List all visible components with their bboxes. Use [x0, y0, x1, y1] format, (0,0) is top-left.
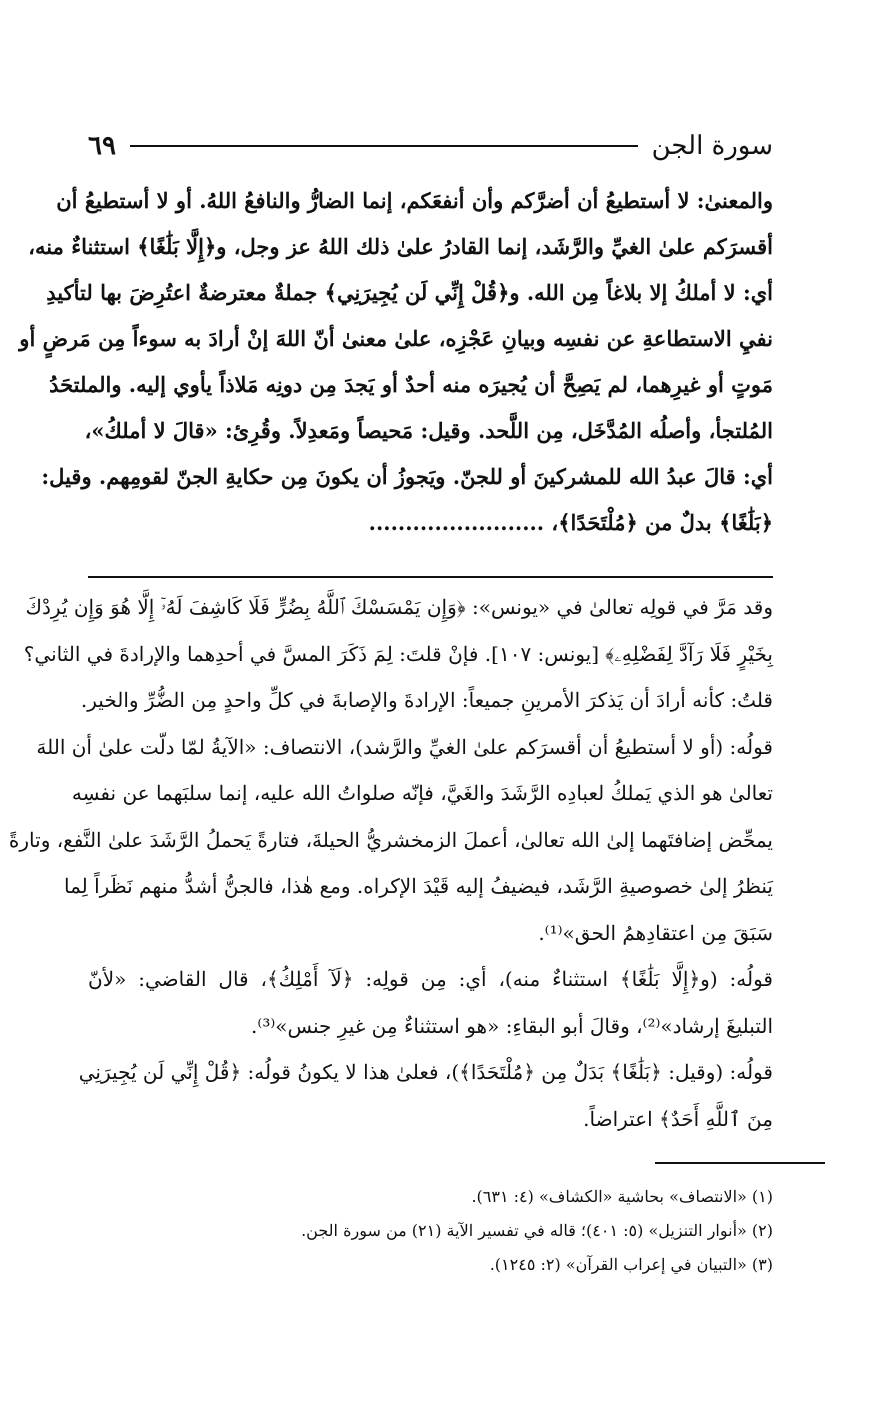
footnote: (٢) «أنوار التنزيل» (٥: ٤٠١)؛ قاله في تفسير الآية (٢١) من سورة الجن. — [301, 1221, 773, 1240]
surah-title: سورة الجن — [651, 131, 773, 161]
commentary-line: قولُه: (و﴿إِلَّا بَلَٰغًا﴾ استثناءٌ منه)، أي: مِن قولِه: ﴿لَآ أَمْلِكُ﴾، قال القاضي: «لأنّ — [88, 967, 773, 991]
commentary-line: يَنظرُ إلىٰ خصوصيةِ الرَّشَد، فيضيفُ إليه قَيْدَ الإكراه. ومع هٰذا، فالجنُّ أشدُّ منهم نَظَراً لِما — [64, 874, 773, 898]
footnote: (٣) «التبيان في إعراب القرآن» (٢: ١٢٤٥). — [489, 1255, 773, 1274]
main-line: أقسرَكم علىٰ الغيِّ والرَّشَد، إنما القادرُ علىٰ ذلك اللهُ عز وجل، و﴿إِلَّا بَلَٰغًا﴾ استثناءٌ منه، — [28, 234, 773, 259]
section-divider — [88, 576, 773, 578]
main-line: ﴿بَلَٰغًا﴾ بدلٌ من ﴿مُلْتَحَدًا﴾، ........................ — [368, 510, 773, 535]
page-number: ٦٩ — [88, 131, 116, 161]
main-line: والمعنىٰ: لا أستطيعُ أن أضرَّكم وأن أنفعَكم، إنما الضارُّ والنافعُ اللهُ. أو لا أستطيعُ أن — [56, 188, 773, 213]
commentary-line: مِنَ ٱللَّهِ أَحَدٌ﴾ اعتراضاً. — [583, 1106, 773, 1131]
commentary-text — [8, 584, 773, 1142]
footnote-divider — [655, 1162, 825, 1164]
main-text — [19, 178, 773, 546]
footnotes — [88, 1180, 773, 1282]
main-line: أي: لا أملكُ إلا بلاغاً مِن الله. و﴿قُلْ إِنِّي لَن يُجِيرَنِي﴾ جملةٌ معترضةٌ اعتُرِضَ بها لتأكيدِ — [46, 280, 773, 305]
commentary-line: قلتُ: كأنه أرادَ أن يَذكرَ الأمرينِ جميعاً: الإرادةَ والإصابةَ في كلِّ واحدٍ مِن الضُّرِّ والخير. — [80, 688, 773, 712]
commentary-line: تعالىٰ هو الذي يَملكُ لعبادِه الرَّشَدَ والغَيَّ، فإنّه صلواتُ الله عليه، إنما سلبَهما عن نفسِه — [71, 781, 773, 805]
main-line: مَوتٍ أو غيرِهما، لم يَصِحَّ أن يُجيرَه منه أحدٌ أو يَجدَ مِن دونِه مَلاذاً يأوي إليه. والملتحَدُ — [49, 372, 773, 397]
header-rule — [130, 145, 638, 147]
commentary-line: بِخَيْرٍ فَلَا رَآدَّ لِفَضْلِهِۦ﴾ [يونس: ١٠٧]. فإنْ قلتَ: لِمَ ذَكَرَ المسَّ في أحدِهما والإرادةَ في الثاني؟ — [23, 641, 773, 666]
commentary-line: قولُه: (أو لا أستطيعُ أن أقسرَكم علىٰ الغيِّ والرَّشد)، الانتصاف: «الآيةُ لمّا دلّت علىٰ أن اللهَ — [36, 734, 773, 759]
footnote: (١) «الانتصاف» بحاشية «الكشاف» (٤: ٦٣١). — [471, 1187, 773, 1206]
page-header — [88, 128, 773, 164]
commentary-line: وقد مَرَّ في قولِه تعالىٰ في «يونس»: ﴿وَإِن يَمْسَسْكَ ٱللَّهُ بِضُرٍّ فَلَا كَاشِفَ لَهُۥٓ إِلَّا هُوَ وَإِن يُرِدْكَ — [25, 595, 773, 619]
commentary-line: سَبَقَ مِن اعتقادِهمُ الحق»⁽¹⁾. — [538, 920, 773, 945]
commentary-line: التبليغَ إرشاد»⁽²⁾، وقالَ أبو البقاءِ: «هو استثناءٌ مِن غيرِ جنس»⁽³⁾. — [251, 1013, 773, 1038]
main-line: المُلتجأ، وأصلُه المُدَّخَل، مِن اللَّحد. وقيل: مَحيصاً ومَعدِلاً. وقُرِئ: «قالَ لا أملكُ»، — [84, 418, 773, 443]
commentary-line: قولُه: (وقيل: ﴿بَلَٰغًا﴾ بَدَلٌ مِن ﴿مُلْتَحَدًا﴾)، فعلىٰ هذا لا يكونُ قولُه: ﴿قُلْ إِنِّي لَن يُجِيرَنِي — [78, 1060, 773, 1084]
main-line: نفيِ الاستطاعةِ عن نفسِه وبيانِ عَجْزِه، علىٰ معنىٰ أنّ اللهَ إنْ أرادَ به سوءاً مِن مَرضٍ أو — [19, 326, 773, 351]
main-line: أي: قالَ عبدُ الله للمشركينَ أو للجنّ. ويَجوزُ أن يكونَ مِن حكايةِ الجنّ لقومِهم. وقيل: — [41, 464, 773, 489]
commentary-line: يمحِّض إضافتَهما إلىٰ الله تعالىٰ، أعملَ الزمخشريُّ الحيلةَ، فتارةً يَحملُ الرَّشَدَ علىٰ النَّفع، وتارةً — [8, 827, 773, 852]
